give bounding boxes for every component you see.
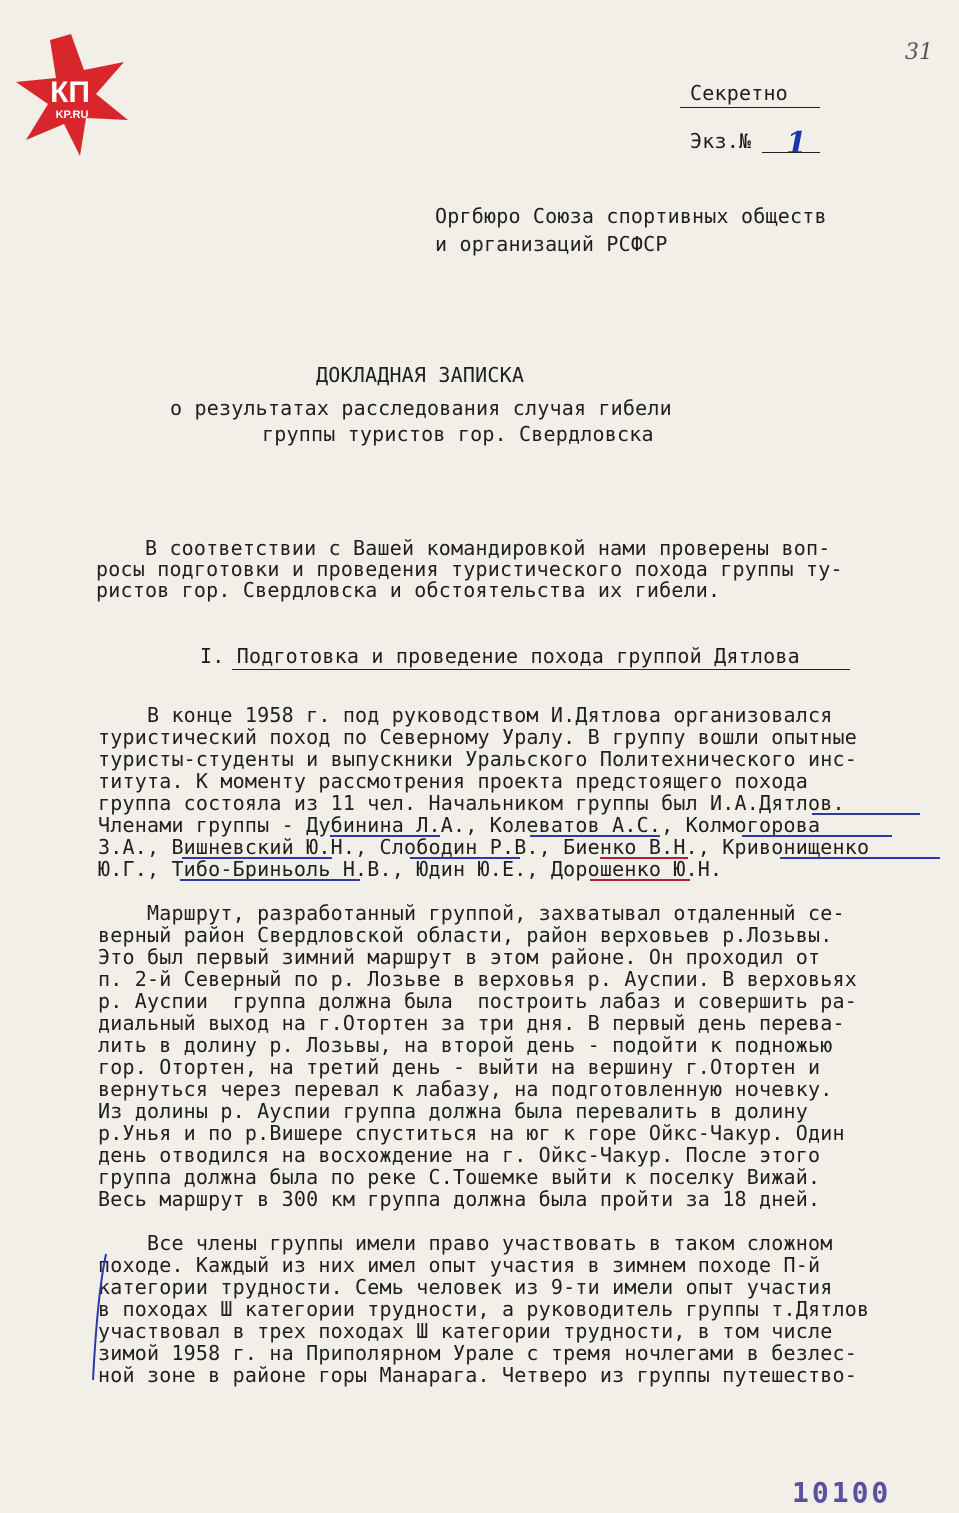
paragraph2-line: лить в долину р. Лозьвы, на второй день - подойти к подножью: [98, 1033, 833, 1057]
pen-underline: [742, 835, 892, 837]
pen-underline: [600, 857, 688, 859]
pen-underline: [330, 835, 440, 837]
intro-line: ристов гор. Свердловска и обстоятельства их гибели.: [96, 578, 721, 602]
addressee-line-1: Оргбюро Союза спортивных обществ: [435, 204, 827, 228]
paragraph1-line: туристический поход по Северному Уралу. В группу вошли опытные: [98, 725, 857, 749]
intro-line: В соответствии с Вашей командировкой нами проверены воп-: [96, 536, 831, 560]
document-title: ДОКЛАДНАЯ ЗАПИСКА: [316, 363, 525, 387]
logo-subtext: KP.RU: [55, 109, 89, 121]
paragraph3-line: походе. Каждый из них имел опыт участия в зимнем походе П-й: [98, 1253, 821, 1277]
paragraph2-line: диальный выход на г.Отортен за три дня. В первый день перева-: [98, 1011, 845, 1035]
paragraph2-line: р. Ауспии группа должна была построить лабаз и совершить ра-: [98, 989, 857, 1013]
secret-label: Секретно: [690, 81, 788, 105]
paragraph1-line: З.А., Вишневский Ю.Н., Слободин Р.В., Биенко В.Н., Кривонищенко: [98, 835, 870, 859]
pen-underline: [182, 857, 332, 859]
paragraph1-line: группа состояла из 11 чел. Начальником группы был И.А.Дятлов.: [98, 791, 845, 815]
page-number: 31: [905, 40, 933, 65]
pen-underline: [530, 835, 660, 837]
section-heading: I. Подготовка и проведение похода группой Дятлова: [200, 644, 800, 668]
paragraph3-line: участвовал в трех походах Ш категории трудности, в том числе: [98, 1319, 833, 1343]
document-subtitle-2: группы туристов гор. Свердловска: [262, 422, 654, 446]
paragraph2-line: вернуться через перевал к лабазу, на подготовленную ночевку.: [98, 1077, 833, 1101]
margin-pen-mark: [90, 1252, 110, 1382]
paragraph3-line: зимой 1958 г. на Приполярном Урале с тремя ночлегами в безлес-: [98, 1341, 857, 1365]
paragraph1-line: В конце 1958 г. под руководством И.Дятлова организовался: [98, 703, 833, 727]
kp-logo: [12, 32, 130, 157]
paragraph2-line: гор. Отортен, на третий день - выйти на вершину г.Отортен и: [98, 1055, 821, 1079]
paragraph2-line: верный район Свердловской области, район верховьев р.Лозьвы.: [98, 923, 833, 947]
paragraph1-line: титута. К моменту рассмотрения проекта предстоящего похода: [98, 769, 808, 793]
paragraph1-line: Членами группы - Дубинина Л.А., Колеватов А.С., Колмогорова: [98, 813, 821, 837]
section-heading-underline: [232, 669, 850, 670]
paragraph1-line: туристы-студенты и выпускники Уральского Политехнического инс-: [98, 747, 857, 771]
paragraph2-line: Маршрут, разработанный группой, захватывал отдаленный се-: [98, 901, 845, 925]
paragraph3-line: в походах Ш категории трудности, а руководитель группы т.Дятлов: [98, 1297, 870, 1321]
paragraph1-line: Ю.Г., Тибо-Бриньоль Н.В., Юдин Ю.Е., Дорошенко Ю.Н.: [98, 857, 723, 881]
paragraph2-line: Весь маршрут в 300 км группа должна была пройти за 18 дней.: [98, 1187, 821, 1211]
paragraph2-line: группа должна была по реке С.Тошемке выйти к поселку Вижай.: [98, 1165, 821, 1189]
pen-underline: [590, 879, 690, 881]
intro-line: росы подготовки и проведения туристического похода группы ту-: [96, 557, 843, 581]
copy-label: Экз.№: [690, 129, 752, 153]
pen-underline: [780, 857, 940, 859]
pen-underline: [812, 813, 920, 815]
paragraph2-line: Из долины р. Ауспии группа должна была перевалить в долину: [98, 1099, 808, 1123]
paragraph3-line: категории трудности. Семь человек из 9-ти имели опыт участия: [98, 1275, 833, 1299]
document-subtitle-1: о результатах расследования случая гибели: [170, 396, 672, 420]
logo-text: КП: [50, 76, 90, 109]
pen-underline: [180, 879, 360, 881]
paragraph2-line: п. 2-й Северный по р. Лозьве в верховья р. Ауспии. В верховьях: [98, 967, 857, 991]
addressee-line-2: и организаций РСФСР: [435, 232, 668, 256]
pen-underline: [410, 857, 520, 859]
paragraph2-line: день отводился на восхождение на г. Ойкс-Чакур. После этого: [98, 1143, 821, 1167]
copy-number: 1: [786, 126, 807, 161]
secret-underline: [680, 107, 820, 108]
copy-underline: [762, 152, 820, 153]
paragraph2-line: Это был первый зимний маршрут в этом районе. Он проходил от: [98, 945, 821, 969]
paragraph3-line: Все члены группы имели право участвовать в таком сложном: [98, 1231, 833, 1255]
paragraph3-line: ной зоне в районе горы Манарага. Четверо из группы путешество-: [98, 1363, 857, 1387]
paragraph2-line: р.Унья и по р.Вишере спуститься на юг к горе Ойкс-Чакур. Один: [98, 1121, 845, 1145]
archive-stamp-number: 10100: [792, 1476, 892, 1509]
